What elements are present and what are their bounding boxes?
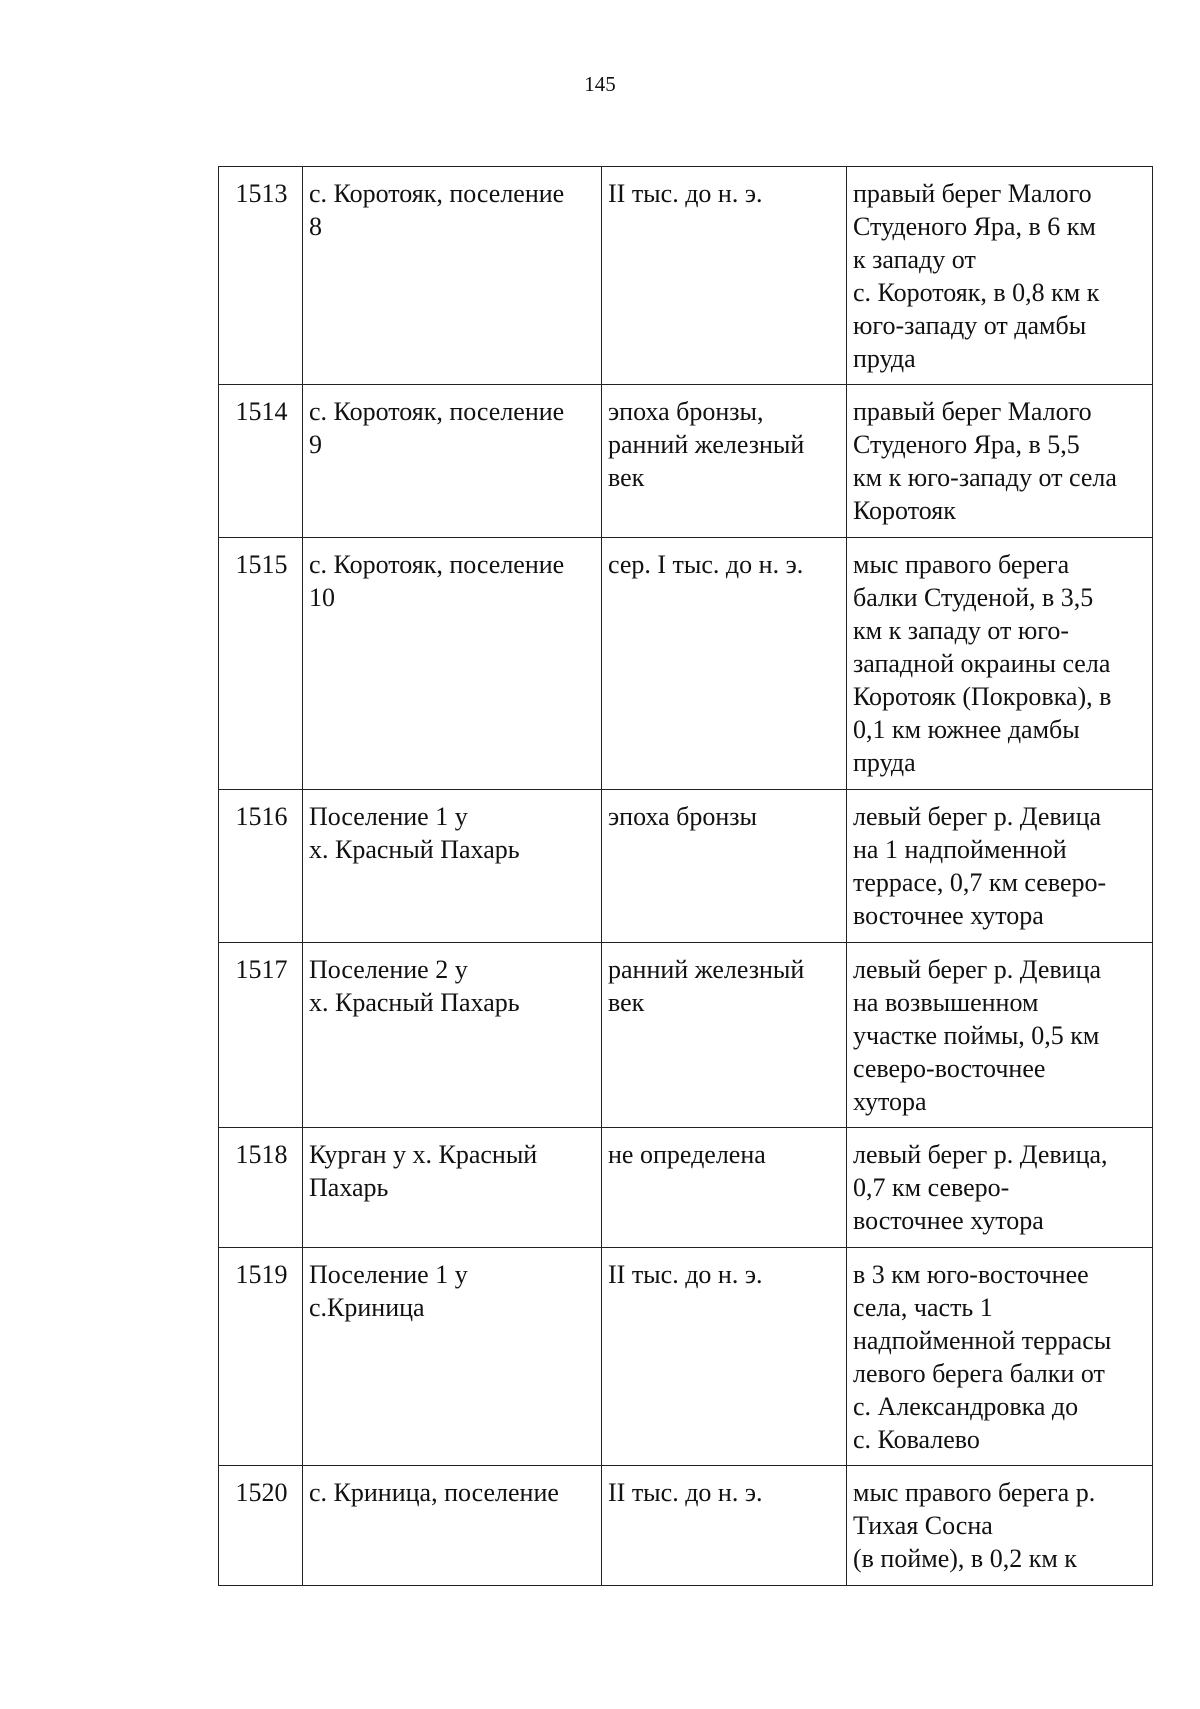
heritage-registry-table [218,166,1153,1586]
site-location: правый берег Малого Студеного Яра, в 5,5 км к юго-западу от села Коротояк [847,385,1153,538]
table-row [219,385,1153,538]
table-row [219,1128,1153,1248]
site-dating: эпоха бронзы [602,790,847,943]
site-dating: II тыс. до н. э. [602,167,847,385]
site-location: левый берег р. Девица, 0,7 км северо- восточнее хутора [847,1128,1153,1248]
site-dating: эпоха бронзы, ранний железный век [602,385,847,538]
site-name: Поселение 2 у х. Красный Пахарь [303,943,602,1128]
site-dating: не определена [602,1128,847,1248]
site-dating: II тыс. до н. э. [602,1248,847,1466]
site-dating: II тыс. до н. э. [602,1466,847,1586]
site-name: с. Коротояк, поселение 8 [303,167,602,385]
site-name: с. Коротояк, поселение 9 [303,385,602,538]
site-location: мыс правого берега р. Тихая Сосна (в пойме), в 0,2 км к [847,1466,1153,1586]
site-name: с. Коротояк, поселение 10 [303,538,602,790]
table-row [219,1248,1153,1466]
row-number: 1518 [219,1128,303,1248]
table-row [219,167,1153,385]
site-dating: сер. I тыс. до н. э. [602,538,847,790]
site-location: левый берег р. Девица на 1 надпойменной террасе, 0,7 км северо- восточнее хутора [847,790,1153,943]
row-number: 1519 [219,1248,303,1466]
site-location: левый берег р. Девица на возвышенном участке поймы, 0,5 км северо-восточнее хутора [847,943,1153,1128]
row-number: 1516 [219,790,303,943]
site-location: в 3 км юго-восточнее села, часть 1 надпойменной террасы левого берега балки от с. Александровка до с. Ковалево [847,1248,1153,1466]
table-row [219,538,1153,790]
table-row [219,1466,1153,1586]
table-row [219,943,1153,1128]
site-location: мыс правого берега балки Студеной, в 3,5 км к западу от юго- западной окраины села Коротояк (Покровка), в 0,1 км южнее дамбы пруда [847,538,1153,790]
site-name: Поселение 1 у с.Криница [303,1248,602,1466]
row-number: 1515 [219,538,303,790]
page-number: 145 [584,72,616,96]
site-location: правый берег Малого Студеного Яра, в 6 км к западу от с. Коротояк, в 0,8 км к юго-западу от дамбы пруда [847,167,1153,385]
row-number: 1517 [219,943,303,1128]
site-dating: ранний железный век [602,943,847,1128]
site-name: Поселение 1 у х. Красный Пахарь [303,790,602,943]
row-number: 1513 [219,167,303,385]
site-name: с. Криница, поселение [303,1466,602,1586]
row-number: 1514 [219,385,303,538]
site-name: Курган у х. Красный Пахарь [303,1128,602,1248]
table-row [219,790,1153,943]
row-number: 1520 [219,1466,303,1586]
